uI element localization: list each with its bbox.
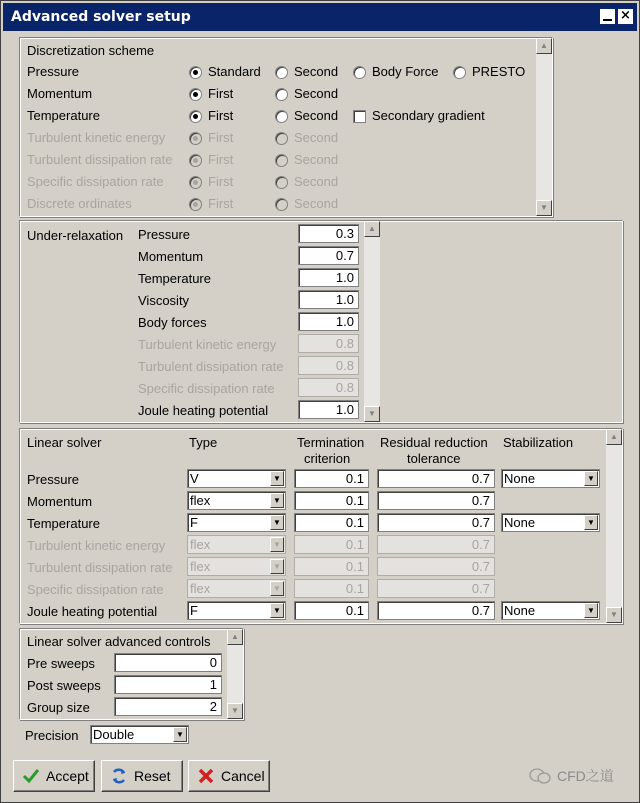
scheme-radio (275, 154, 288, 167)
stabilization-value: None (504, 471, 536, 486)
relaxation-value-field: 0.8 (298, 378, 359, 397)
advanced-value-field[interactable]: 2 (114, 697, 222, 716)
relaxation-value-field[interactable]: 0.7 (298, 246, 359, 265)
solver-type-value: V (190, 471, 199, 486)
scheme-radio[interactable] (353, 66, 366, 79)
minimize-button[interactable] (600, 9, 615, 24)
relaxation-row-label: Turbulent kinetic energy (138, 337, 277, 352)
stabilization-header: Stabilization (503, 435, 574, 450)
secondary-gradient-label: Secondary gradient (372, 108, 485, 123)
watermark (529, 766, 614, 786)
under-relaxation-panel (19, 220, 623, 423)
advanced-value-field[interactable]: 1 (114, 675, 222, 694)
relaxation-row-label: Body forces (138, 315, 207, 330)
scheme-row-label: Discrete ordinates (27, 196, 132, 211)
relaxation-value-field[interactable]: 1.0 (298, 400, 359, 419)
stabilization-select[interactable] (501, 601, 600, 620)
chevron-down-icon: ▼ (584, 515, 598, 530)
chevron-down-icon: ▼ (270, 537, 284, 552)
termination-field[interactable]: 0.1 (294, 469, 369, 488)
scheme-option-label: PRESTO (472, 64, 526, 79)
solver-type-value: flex (190, 559, 211, 574)
residual-field[interactable]: 0.7 (377, 491, 495, 510)
solver-type-value: F (190, 603, 198, 618)
advanced-controls-scrollbar[interactable] (227, 629, 243, 719)
solver-type-select (187, 535, 286, 554)
termination-field: 0.1 (294, 535, 369, 554)
chevron-down-icon: ▼ (270, 471, 284, 486)
scheme-option-label: Second (294, 64, 339, 79)
solver-type-select[interactable] (187, 491, 286, 510)
relaxation-row-label: Pressure (138, 227, 191, 242)
scheme-option-label: Second (294, 196, 339, 211)
linear-solver-panel (19, 428, 623, 624)
scheme-radio (275, 176, 288, 189)
scheme-option-label: First (208, 130, 234, 145)
secondary-gradient-checkbox[interactable] (353, 110, 366, 123)
advanced-controls-heading: Linear solver advanced controls (27, 634, 211, 649)
solver-type-select[interactable] (187, 601, 286, 620)
solver-row-label: Turbulent kinetic energy (27, 538, 166, 553)
scroll-up-button[interactable]: ▲ (364, 221, 380, 237)
solver-type-value: flex (190, 493, 211, 508)
checkmark-icon (22, 767, 40, 785)
solver-type-select[interactable] (187, 513, 286, 532)
scheme-radio (189, 198, 202, 211)
scheme-radio[interactable] (275, 88, 288, 101)
termination-field[interactable]: 0.1 (294, 513, 369, 532)
relaxation-row-label: Temperature (138, 271, 211, 286)
scheme-radio (275, 198, 288, 211)
scroll-up-button[interactable]: ▲ (227, 629, 243, 645)
relaxation-row-label: Viscosity (138, 293, 190, 308)
scheme-option-label: First (208, 108, 234, 123)
relaxation-value-field[interactable]: 1.0 (298, 290, 359, 309)
scheme-row-label: Temperature (27, 108, 100, 123)
scheme-option-label: First (208, 174, 234, 189)
scheme-row-label: Turbulent kinetic energy (27, 130, 166, 145)
type-column-header: Type (189, 435, 218, 450)
precision-value: Double (93, 727, 135, 742)
solver-row-label: Specific dissipation rate (27, 582, 164, 597)
stabilization-select[interactable] (501, 513, 600, 532)
scheme-option-label: First (208, 152, 234, 167)
scheme-option-label: Second (294, 130, 339, 145)
chevron-down-icon: ▼ (270, 515, 284, 530)
cancel-button[interactable] (188, 760, 270, 792)
residual-header-line2: tolerance (407, 451, 461, 466)
scheme-row-label: Pressure (27, 64, 80, 79)
accept-label: Accept (46, 768, 89, 784)
relaxation-value-field: 0.8 (298, 334, 359, 353)
scroll-down-button[interactable]: ▼ (536, 200, 552, 216)
scheme-radio[interactable] (189, 110, 202, 123)
scheme-radio[interactable] (275, 66, 288, 79)
title-bar[interactable] (3, 3, 637, 31)
scheme-option-label: Second (294, 86, 339, 101)
residual-field[interactable]: 0.7 (377, 601, 495, 620)
stabilization-value: None (504, 603, 536, 618)
scheme-option-label: Second (294, 152, 339, 167)
residual-field[interactable]: 0.7 (377, 469, 495, 488)
scroll-up-button[interactable]: ▲ (536, 38, 552, 54)
scheme-radio (189, 132, 202, 145)
advanced-controls-panel (19, 628, 244, 720)
under-relaxation-heading: Under-relaxation (27, 228, 124, 243)
relaxation-value-field: 0.8 (298, 356, 359, 375)
chevron-down-icon: ▼ (270, 581, 284, 596)
solver-type-value: flex (190, 537, 211, 552)
advanced-row-label: Pre sweeps (27, 656, 95, 671)
chevron-down-icon: ▼ (584, 603, 598, 618)
stabilization-select[interactable] (501, 469, 600, 488)
termination-field[interactable]: 0.1 (294, 491, 369, 510)
relaxation-value-field[interactable]: 1.0 (298, 312, 359, 331)
reset-button[interactable] (101, 760, 183, 792)
stabilization-value: None (504, 515, 536, 530)
accept-button[interactable] (13, 760, 95, 792)
residual-header-line1: Residual reduction (380, 435, 488, 450)
watermark-text: CFD之道 (557, 768, 614, 784)
wechat-icon (529, 767, 551, 785)
scheme-radio (189, 176, 202, 189)
advanced-row-label: Group size (27, 700, 90, 715)
cancel-x-icon (197, 767, 215, 785)
residual-field: 0.7 (377, 535, 495, 554)
scheme-row-label: Momentum (27, 86, 93, 101)
solver-type-value: F (190, 515, 198, 530)
precision-select[interactable] (90, 725, 189, 744)
scheme-radio[interactable] (189, 66, 202, 79)
scheme-row-label: Specific dissipation rate (27, 174, 164, 189)
scroll-down-button[interactable]: ▼ (606, 607, 622, 623)
scheme-radio[interactable] (275, 110, 288, 123)
termination-header-line1: Termination (297, 435, 365, 450)
relaxation-row-label: Joule heating potential (138, 403, 269, 418)
chevron-down-icon: ▼ (173, 727, 187, 742)
chevron-down-icon: ▼ (270, 603, 284, 618)
scheme-option-label: First (208, 196, 234, 211)
scroll-up-button[interactable]: ▲ (606, 429, 622, 445)
solver-row-label: Turbulent dissipation rate (27, 560, 173, 575)
scheme-radio (189, 154, 202, 167)
window-title: Advanced solver setup (11, 9, 191, 25)
residual-field[interactable]: 0.7 (377, 513, 495, 532)
solver-type-select (187, 579, 286, 598)
scheme-option-label: Second (294, 108, 339, 123)
termination-field[interactable]: 0.1 (294, 601, 369, 620)
reset-icon (110, 767, 128, 785)
reset-label: Reset (134, 768, 171, 784)
scheme-radio[interactable] (453, 66, 466, 79)
advanced-value-field[interactable]: 0 (114, 653, 222, 672)
solver-type-select (187, 557, 286, 576)
linear-solver-scrollbar[interactable] (606, 429, 622, 623)
scheme-option-label: Second (294, 174, 339, 189)
solver-type-value: flex (190, 581, 211, 596)
residual-field: 0.7 (377, 579, 495, 598)
termination-field: 0.1 (294, 557, 369, 576)
relaxation-row-label: Turbulent dissipation rate (138, 359, 284, 374)
discretization-panel (19, 37, 553, 217)
solver-row-label: Temperature (27, 516, 100, 531)
scheme-option-label: Body Force (372, 64, 439, 79)
chevron-down-icon: ▼ (270, 493, 284, 508)
cancel-label: Cancel (221, 768, 265, 784)
relaxation-value-field[interactable]: 0.3 (298, 224, 359, 243)
solver-row-label: Momentum (27, 494, 93, 509)
scheme-radio (275, 132, 288, 145)
precision-label: Precision (25, 728, 79, 743)
linear-solver-heading: Linear solver (27, 435, 102, 450)
residual-field: 0.7 (377, 557, 495, 576)
termination-header-line2: criterion (304, 451, 351, 466)
discretization-scrollbar[interactable] (536, 38, 552, 216)
discretization-heading: Discretization scheme (27, 43, 155, 58)
scheme-option-label: First (208, 86, 234, 101)
scheme-radio[interactable] (189, 88, 202, 101)
chevron-down-icon: ▼ (584, 471, 598, 486)
scheme-row-label: Turbulent dissipation rate (27, 152, 173, 167)
solver-row-label: Pressure (27, 472, 80, 487)
termination-field: 0.1 (294, 579, 369, 598)
solver-row-label: Joule heating potential (27, 604, 158, 619)
chevron-down-icon: ▼ (270, 559, 284, 574)
advanced-row-label: Post sweeps (27, 678, 101, 693)
relaxation-value-field[interactable]: 1.0 (298, 268, 359, 287)
relaxation-row-label: Momentum (138, 249, 204, 264)
scheme-option-label: Standard (208, 64, 261, 79)
solver-type-select[interactable] (187, 469, 286, 488)
scroll-down-button[interactable]: ▼ (227, 703, 243, 719)
scroll-down-button[interactable]: ▼ (364, 406, 380, 422)
close-button[interactable]: × (618, 9, 633, 24)
under-relaxation-scrollbar[interactable] (364, 221, 380, 422)
relaxation-row-label: Specific dissipation rate (138, 381, 275, 396)
